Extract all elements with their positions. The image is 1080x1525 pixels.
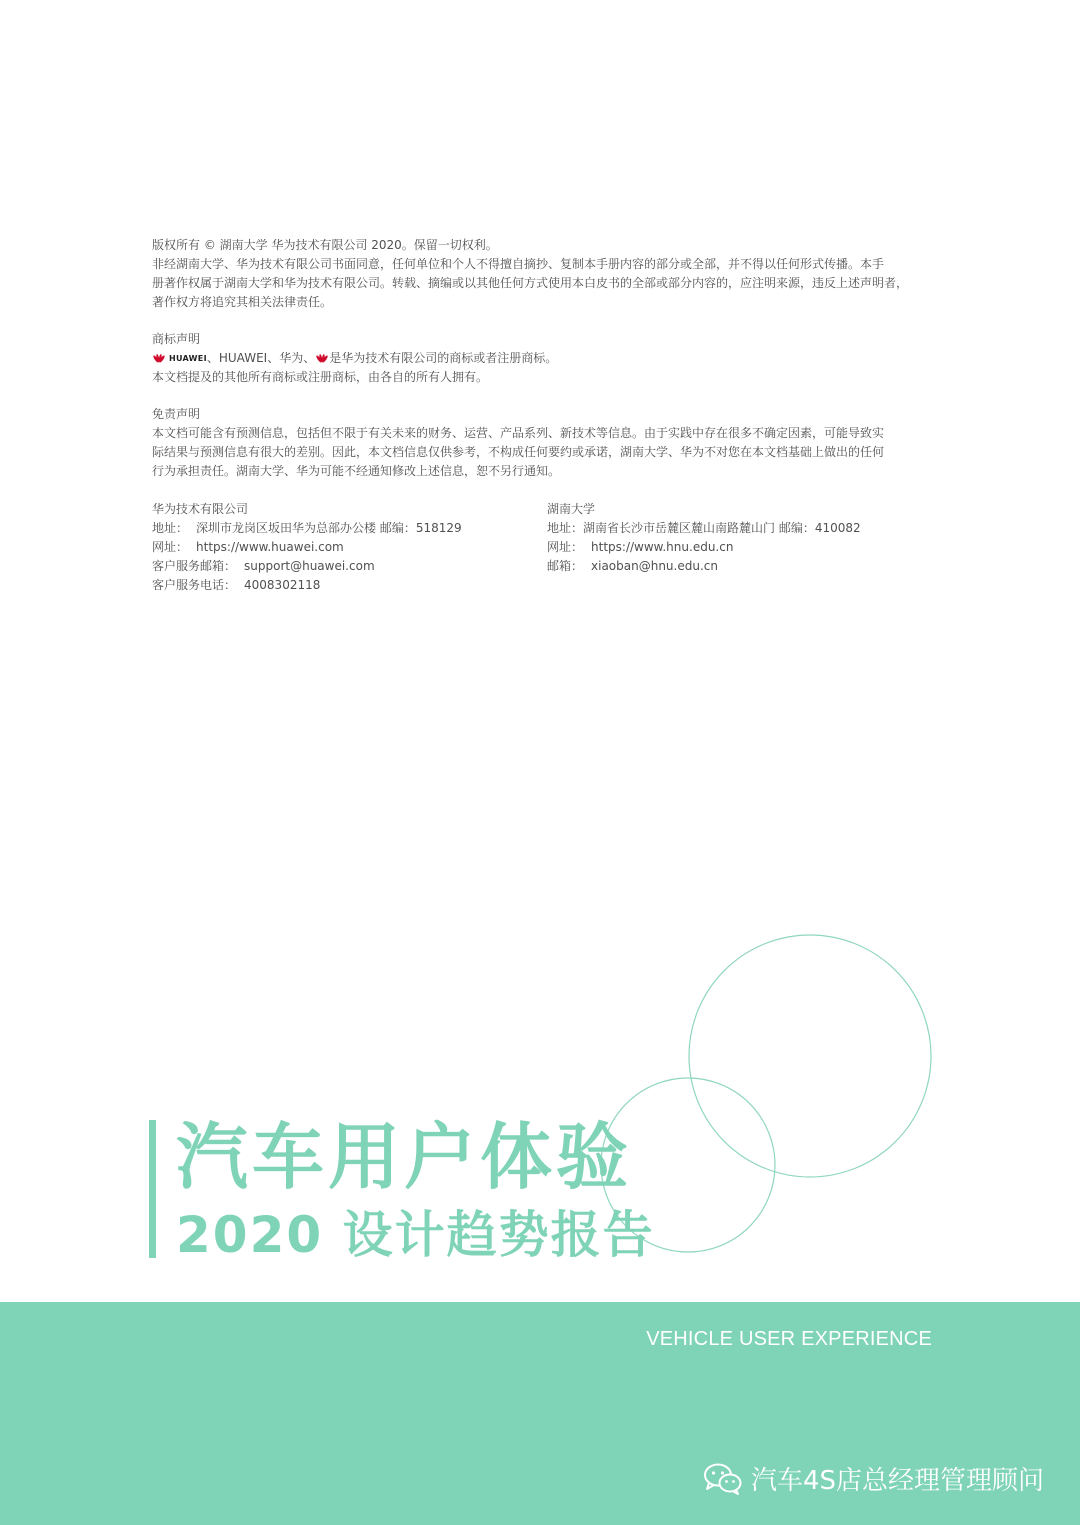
wechat-icon (703, 1462, 743, 1496)
web-label: 网址： (152, 540, 189, 554)
address-line (547, 519, 942, 538)
huawei-contact (152, 500, 547, 595)
disclaimer-line: 际结果与预测信息有很大的差别。因此，本文档信息仅供参考，不构成任何要约或承诺，湖南大学、华为不对您在本文档基础上做出的任何 (152, 445, 885, 459)
huawei-flower-icon (315, 354, 329, 364)
english-title: VEHICLE USER EXPERIENCE (646, 1328, 932, 1350)
phone-label: 客户服务电话： (152, 578, 237, 592)
trademark-text: 、HUAWEI、华为、 (206, 351, 316, 365)
web-line (547, 538, 942, 557)
email-link[interactable]: xiaoban@hnu.edu.cn (591, 559, 718, 573)
large-circle (689, 935, 931, 1177)
email-link[interactable]: support@huawei.com (244, 559, 375, 573)
watermark-text: 汽车4S店总经理管理顾问 (750, 1466, 1044, 1496)
web-link[interactable]: https://www.huawei.com (196, 540, 344, 554)
trademark-section (152, 330, 942, 387)
legal-notices (152, 236, 942, 499)
wechat-watermark (703, 1460, 1044, 1497)
report-title: 汽车用户体验 (176, 1115, 633, 1199)
footer-band (0, 1302, 1080, 1525)
company-name: 华为技术有限公司 (152, 502, 249, 516)
copyright-section (152, 236, 942, 312)
trademark-suffix: 是华为技术有限公司的商标或者注册商标。 (329, 351, 558, 365)
disclaimer-line: 本文档可能含有预测信息，包括但不限于有关未来的财务、运营、产品系列、新技术等信息。由于实践中存在很多不确定因素，可能导致实 (152, 426, 885, 440)
trademark-heading: 商标声明 (152, 332, 201, 346)
email-label: 邮箱： (547, 559, 584, 573)
report-subtitle: 2020 设计趋势报告 (176, 1206, 655, 1264)
address-label: 地址： (547, 521, 584, 535)
address-value: 湖南省长沙市岳麓区麓山南路麓山门 邮编：410082 (583, 521, 861, 535)
phone-line (152, 576, 547, 595)
email-line (547, 557, 942, 576)
hnu-contact (547, 500, 942, 595)
trademark-line: 本文档提及的其他所有商标或注册商标，由各自的所有人拥有。 (152, 370, 489, 384)
copyright-line: 版权所有 © 湖南大学 华为技术有限公司 2020。保留一切权利。 (152, 238, 498, 252)
web-link[interactable]: https://www.hnu.edu.cn (591, 540, 734, 554)
huawei-logo-icon (152, 349, 207, 368)
email-line (152, 557, 547, 576)
copyright-line: 非经湖南大学、华为技术有限公司书面同意，任何单位和个人不得擅自摘抄、复制本手册内容的部分或全部，并不得以任何形式传播。本手 (152, 257, 885, 271)
address-line (152, 519, 547, 538)
disclaimer-line: 行为承担责任。湖南大学、华为可能不经通知修改上述信息，恕不另行通知。 (152, 464, 561, 478)
web-label: 网址： (547, 540, 584, 554)
title-accent-bar (149, 1120, 156, 1258)
copyright-line: 著作权方将追究其相关法律责任。 (152, 295, 333, 309)
web-line (152, 538, 547, 557)
address-value: 深圳市龙岗区坂田华为总部办公楼 邮编：518129 (196, 521, 462, 535)
contact-info (152, 500, 942, 595)
email-label: 客户服务邮箱： (152, 559, 237, 573)
copyright-line: 册著作权属于湖南大学和华为技术有限公司。转载、摘编或以其他任何方式使用本白皮书的全部或部分内容的，应注明来源，违反上述声明者， (152, 276, 909, 290)
phone-value: 4008302118 (244, 578, 321, 592)
huawei-logo-word: HUAWEI (169, 354, 207, 363)
university-name: 湖南大学 (547, 502, 596, 516)
disclaimer-section (152, 405, 942, 481)
address-label: 地址： (152, 521, 189, 535)
disclaimer-heading: 免责声明 (152, 407, 201, 421)
trademark-line (152, 349, 942, 368)
